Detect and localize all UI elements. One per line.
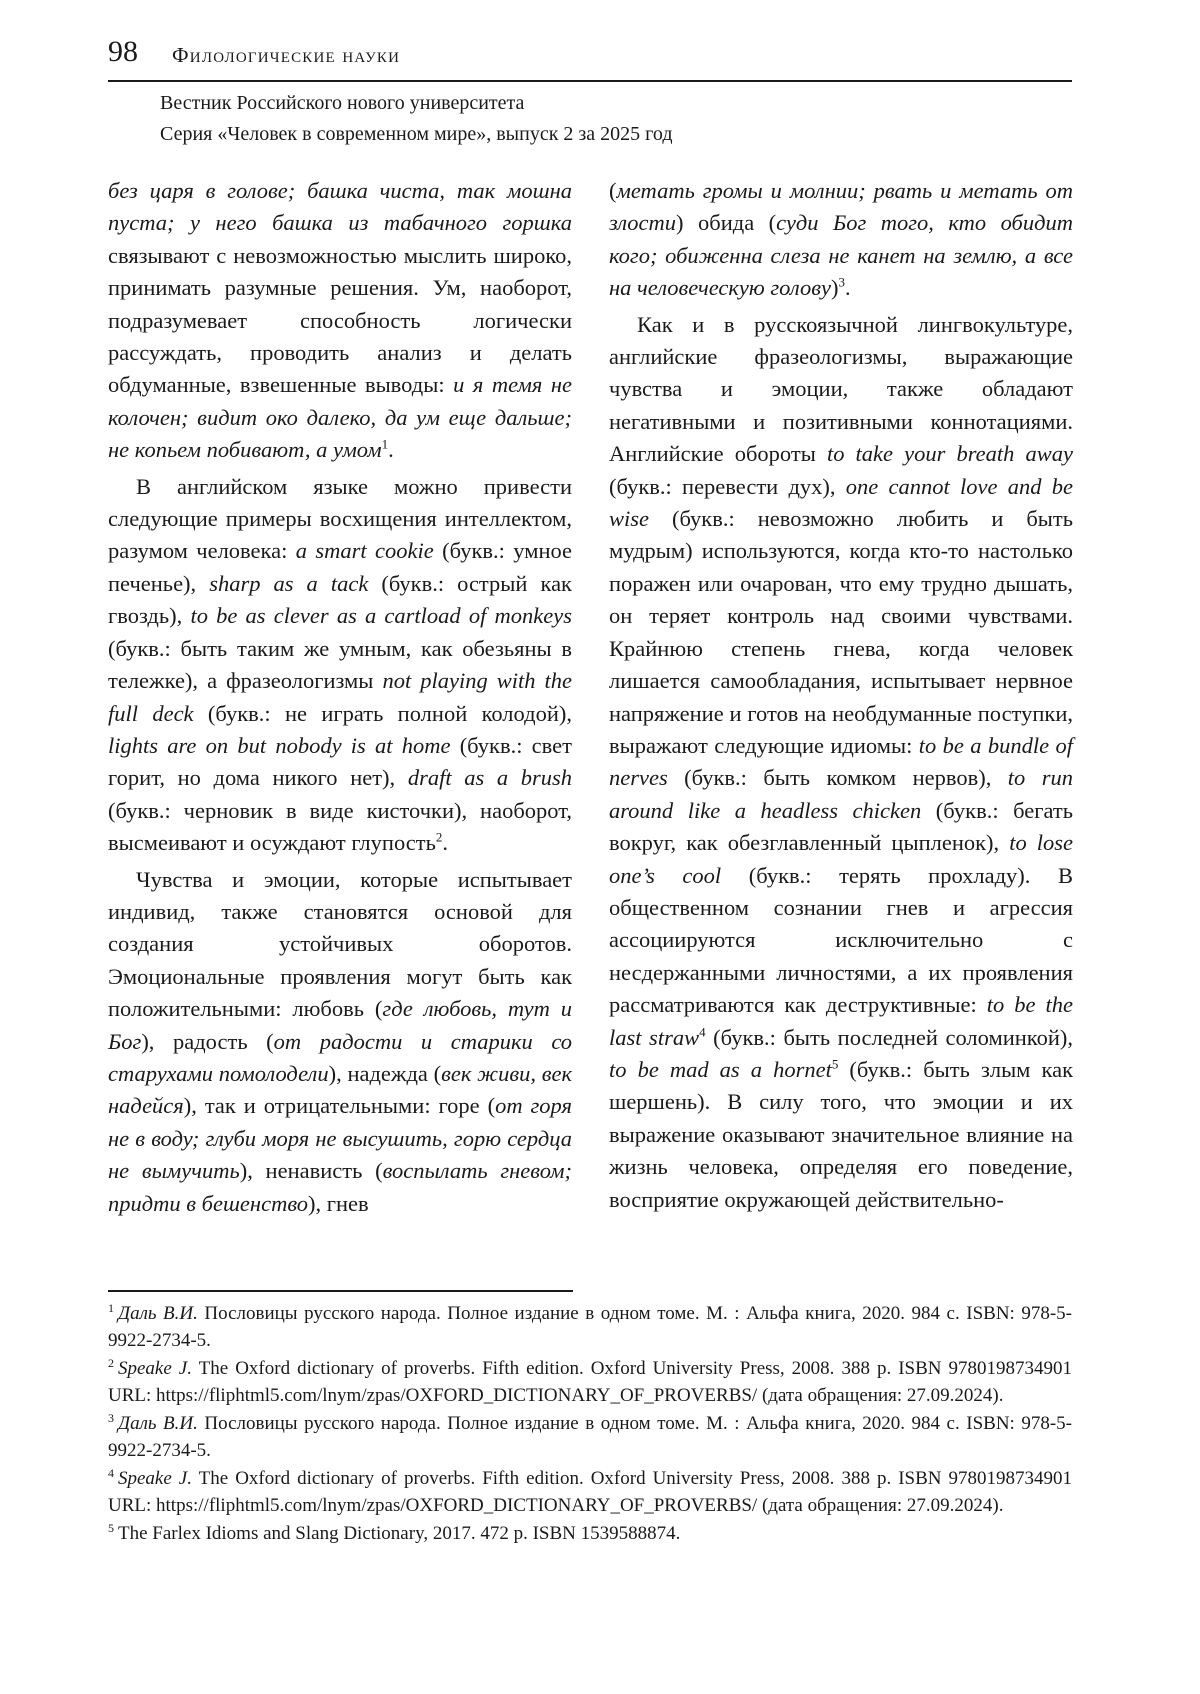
footnote-divider bbox=[108, 1290, 573, 1292]
body-text: (букв.: перевести дух), bbox=[609, 473, 846, 499]
footnote-text: Пословицы русского народа. Полное издание в одном томе. М. : Альфа книга, 2020. 984 с. ISBN: 978-5-9922-2734-5. bbox=[108, 1413, 1072, 1461]
footnote-5 bbox=[108, 1520, 1072, 1547]
journal-series: Серия «Человек в современном мире», выпуск 2 за 2025 год bbox=[160, 123, 673, 145]
footnotes bbox=[108, 1300, 1072, 1548]
body-text: . bbox=[388, 437, 394, 463]
italic-phrase: sharp as a tack bbox=[209, 570, 369, 596]
body-text: ) bbox=[830, 275, 839, 301]
italic-phrase: воспылать гневом; придти в бешенство bbox=[108, 1158, 572, 1216]
italic-phrase: a smart cookie bbox=[295, 538, 434, 564]
body-text: (букв.: острый как гвоздь), bbox=[108, 570, 572, 629]
footnote-number: 1 bbox=[108, 1300, 114, 1315]
body-text: (букв.: не играть полной колодой), bbox=[193, 700, 572, 726]
body-text: ), надежда ( bbox=[328, 1060, 442, 1086]
italic-phrase: метать громы и молнии; рвать и метать от злости bbox=[609, 178, 1073, 236]
italic-phrase: век живи, век надейся bbox=[108, 1060, 572, 1119]
body-text: ), так и отрицательными: горе ( bbox=[183, 1093, 496, 1119]
footnote-4 bbox=[108, 1465, 1072, 1519]
italic-phrase: и я темя не колочен; видит око далеко, да ум еще дальше; не копьем побивают, а умом bbox=[108, 372, 572, 463]
italic-phrase: to be as clever as a cartload of monkeys bbox=[190, 603, 572, 629]
italic-phrase: без царя в голове; башка чиста, так мошна пуста; у него башка из табачного горшка bbox=[108, 178, 572, 236]
footnote-ref[interactable]: 5 bbox=[831, 1056, 839, 1072]
body-text: (букв.: бегать вокруг, как обезглавленный цыпленок), bbox=[609, 797, 1073, 856]
italic-phrase: to run around like a headless chicken bbox=[609, 765, 1073, 823]
body-text: ), радость ( bbox=[141, 1028, 274, 1054]
footnote-number: 2 bbox=[108, 1355, 114, 1370]
body-text: связывают с невозможностью мыслить широко, принимать разумные решения. Ум, наоборот, подразумевает способность логически рассуждать, проводить анализ и делать обдуманные, взвешенные выводы: bbox=[108, 242, 572, 398]
body-text: Как и в русскоязычной лингвокультуре, английские фразеологизмы, выражающие чувства и эмоции, также обладают негативными и позитивными коннотациями. Английские обороты bbox=[609, 311, 1073, 467]
body-text: ), гнев bbox=[308, 1190, 369, 1216]
footnote-author: Speake J. bbox=[118, 1358, 192, 1379]
right-column bbox=[609, 175, 1073, 1216]
body-text: (букв.: быть комком нервов), bbox=[667, 765, 1008, 791]
italic-phrase: to be a bundle of nerves bbox=[609, 732, 1073, 791]
body-text: (букв.: умное печенье), bbox=[108, 538, 572, 596]
paragraph-right-2 bbox=[609, 309, 1073, 1216]
italic-phrase: to be the last straw bbox=[609, 992, 1073, 1050]
body-text: . bbox=[844, 275, 851, 301]
italic-phrase: to be mad as a hornet bbox=[609, 1056, 832, 1082]
italic-phrase: to lose one’s cool bbox=[609, 830, 1073, 888]
running-header bbox=[108, 34, 1072, 82]
body-text: . bbox=[442, 830, 448, 856]
body-text: (букв.: терять прохладу). В общественном сознании гнев и агрессия ассоциируются исключительно с несдержанными личностями, а их проявления рассматриваются как деструктивные: bbox=[609, 862, 1074, 1018]
body-text: ), ненависть ( bbox=[239, 1158, 383, 1184]
footnote-author: Даль В.И. bbox=[118, 1303, 198, 1324]
footnote-1 bbox=[108, 1300, 1072, 1354]
journal-title: Вестник Российского нового университета bbox=[160, 92, 525, 114]
italic-phrase: draft as a brush bbox=[407, 765, 572, 791]
footnote-number: 4 bbox=[108, 1465, 114, 1480]
paragraph-left-2 bbox=[108, 471, 572, 860]
footnote-ref[interactable]: 4 bbox=[699, 1024, 706, 1040]
body-text: (букв.: черновик в виде кисточки), наоборот, высмеивают и осуждают глупость bbox=[108, 797, 572, 856]
paragraph-left-1 bbox=[108, 175, 572, 467]
footnote-author: Даль В.И. bbox=[118, 1413, 198, 1434]
italic-phrase: от горя не в воду; глуби моря не высушить, горю сердца не вымучить bbox=[108, 1093, 572, 1184]
footnote-3 bbox=[108, 1410, 1072, 1464]
left-column bbox=[108, 175, 572, 1220]
italic-phrase: lights are on but nobody is at home bbox=[108, 732, 451, 758]
footnote-number: 3 bbox=[108, 1410, 114, 1425]
footnote-text: The Farlex Idioms and Slang Dictionary, 2017. 472 p. ISBN 1539588874. bbox=[118, 1523, 681, 1544]
italic-phrase: not playing with the full deck bbox=[108, 668, 572, 726]
paragraph-right-1 bbox=[609, 175, 1073, 305]
italic-phrase: to take your breath away bbox=[826, 441, 1074, 467]
section-title: Филологические науки bbox=[172, 43, 401, 67]
footnote-number: 5 bbox=[108, 1520, 114, 1535]
body-text: (букв.: быть злым как шершень). В силу того, что эмоции и их выражение оказывают значительное влияние на жизнь человека, определяя его поведение, восприятие окружающей действительно- bbox=[609, 1056, 1073, 1212]
italic-phrase: от радости и старики со старухами помолодели bbox=[108, 1028, 572, 1086]
footnote-ref[interactable]: 3 bbox=[838, 274, 845, 290]
body-text: (букв.: свет горит, но дома никого нет), bbox=[108, 732, 572, 791]
body-text: Чувства и эмоции, которые испытывает индивид, также становятся основой для создания устойчивых оборотов. Эмоциональные проявления могут быть как положительными: любовь ( bbox=[108, 866, 572, 1022]
body-text: (букв.: быть таким же умным, как обезьяны в тележке), а фразеологизмы bbox=[108, 635, 572, 694]
body-text: ( bbox=[609, 178, 617, 203]
italic-phrase: суди Бог того, кто обидит кого; обиженна слеза не канет на землю, а все на человеческую голову bbox=[609, 210, 1073, 301]
footnote-text: Пословицы русского народа. Полное издание в одном томе. М. : Альфа книга, 2020. 984 с. ISBN: 978-5-9922-2734-5. bbox=[108, 1303, 1072, 1351]
footnote-text: The Oxford dictionary of proverbs. Fifth edition. Oxford University Press, 2008. 388 p. ISBN 9780198734901 URL: https://fliphtml5.com/lnym/zpas/OXFORD_DICTIONARY_OF_PROVERBS/ (дата обращения: 27.09.2024). bbox=[108, 1358, 1073, 1406]
body-text: ) обида ( bbox=[676, 210, 777, 236]
footnote-2 bbox=[108, 1355, 1072, 1409]
footnote-text: The Oxford dictionary of proverbs. Fifth edition. Oxford University Press, 2008. 388 p. ISBN 9780198734901 URL: https://fliphtml5.com/lnym/zpas/OXFORD_DICTIONARY_OF_PROVERBS/ (дата обращения: 27.09.2024). bbox=[108, 1468, 1073, 1516]
paragraph-left-3 bbox=[108, 864, 572, 1220]
page-number: 98 bbox=[108, 35, 138, 68]
footnote-author: Speake J. bbox=[118, 1468, 192, 1489]
footnote-ref[interactable]: 2 bbox=[435, 829, 443, 845]
italic-phrase: где любовь, тут и Бог bbox=[108, 996, 573, 1054]
body-text: В английском языке можно привести следующие примеры восхищения интеллектом, разумом человека: bbox=[108, 473, 572, 564]
journal-info bbox=[160, 88, 673, 150]
italic-phrase: one cannot love and be wise bbox=[609, 473, 1074, 532]
footnote-ref[interactable]: 1 bbox=[381, 436, 389, 452]
body-text: (букв.: невозможно любить и быть мудрым) используются, когда кто-то настолько поражен или очарован, что ему трудно дышать, он теряет контроль над своими чувствами. Крайнюю степень гнева, когда человек лишается самообладания, испытывает нервное напряжение и готов на необдуманные поступки, выражают следующие идиомы: bbox=[609, 506, 1073, 758]
body-text: (букв.: быть последней соломинкой), bbox=[705, 1024, 1073, 1050]
